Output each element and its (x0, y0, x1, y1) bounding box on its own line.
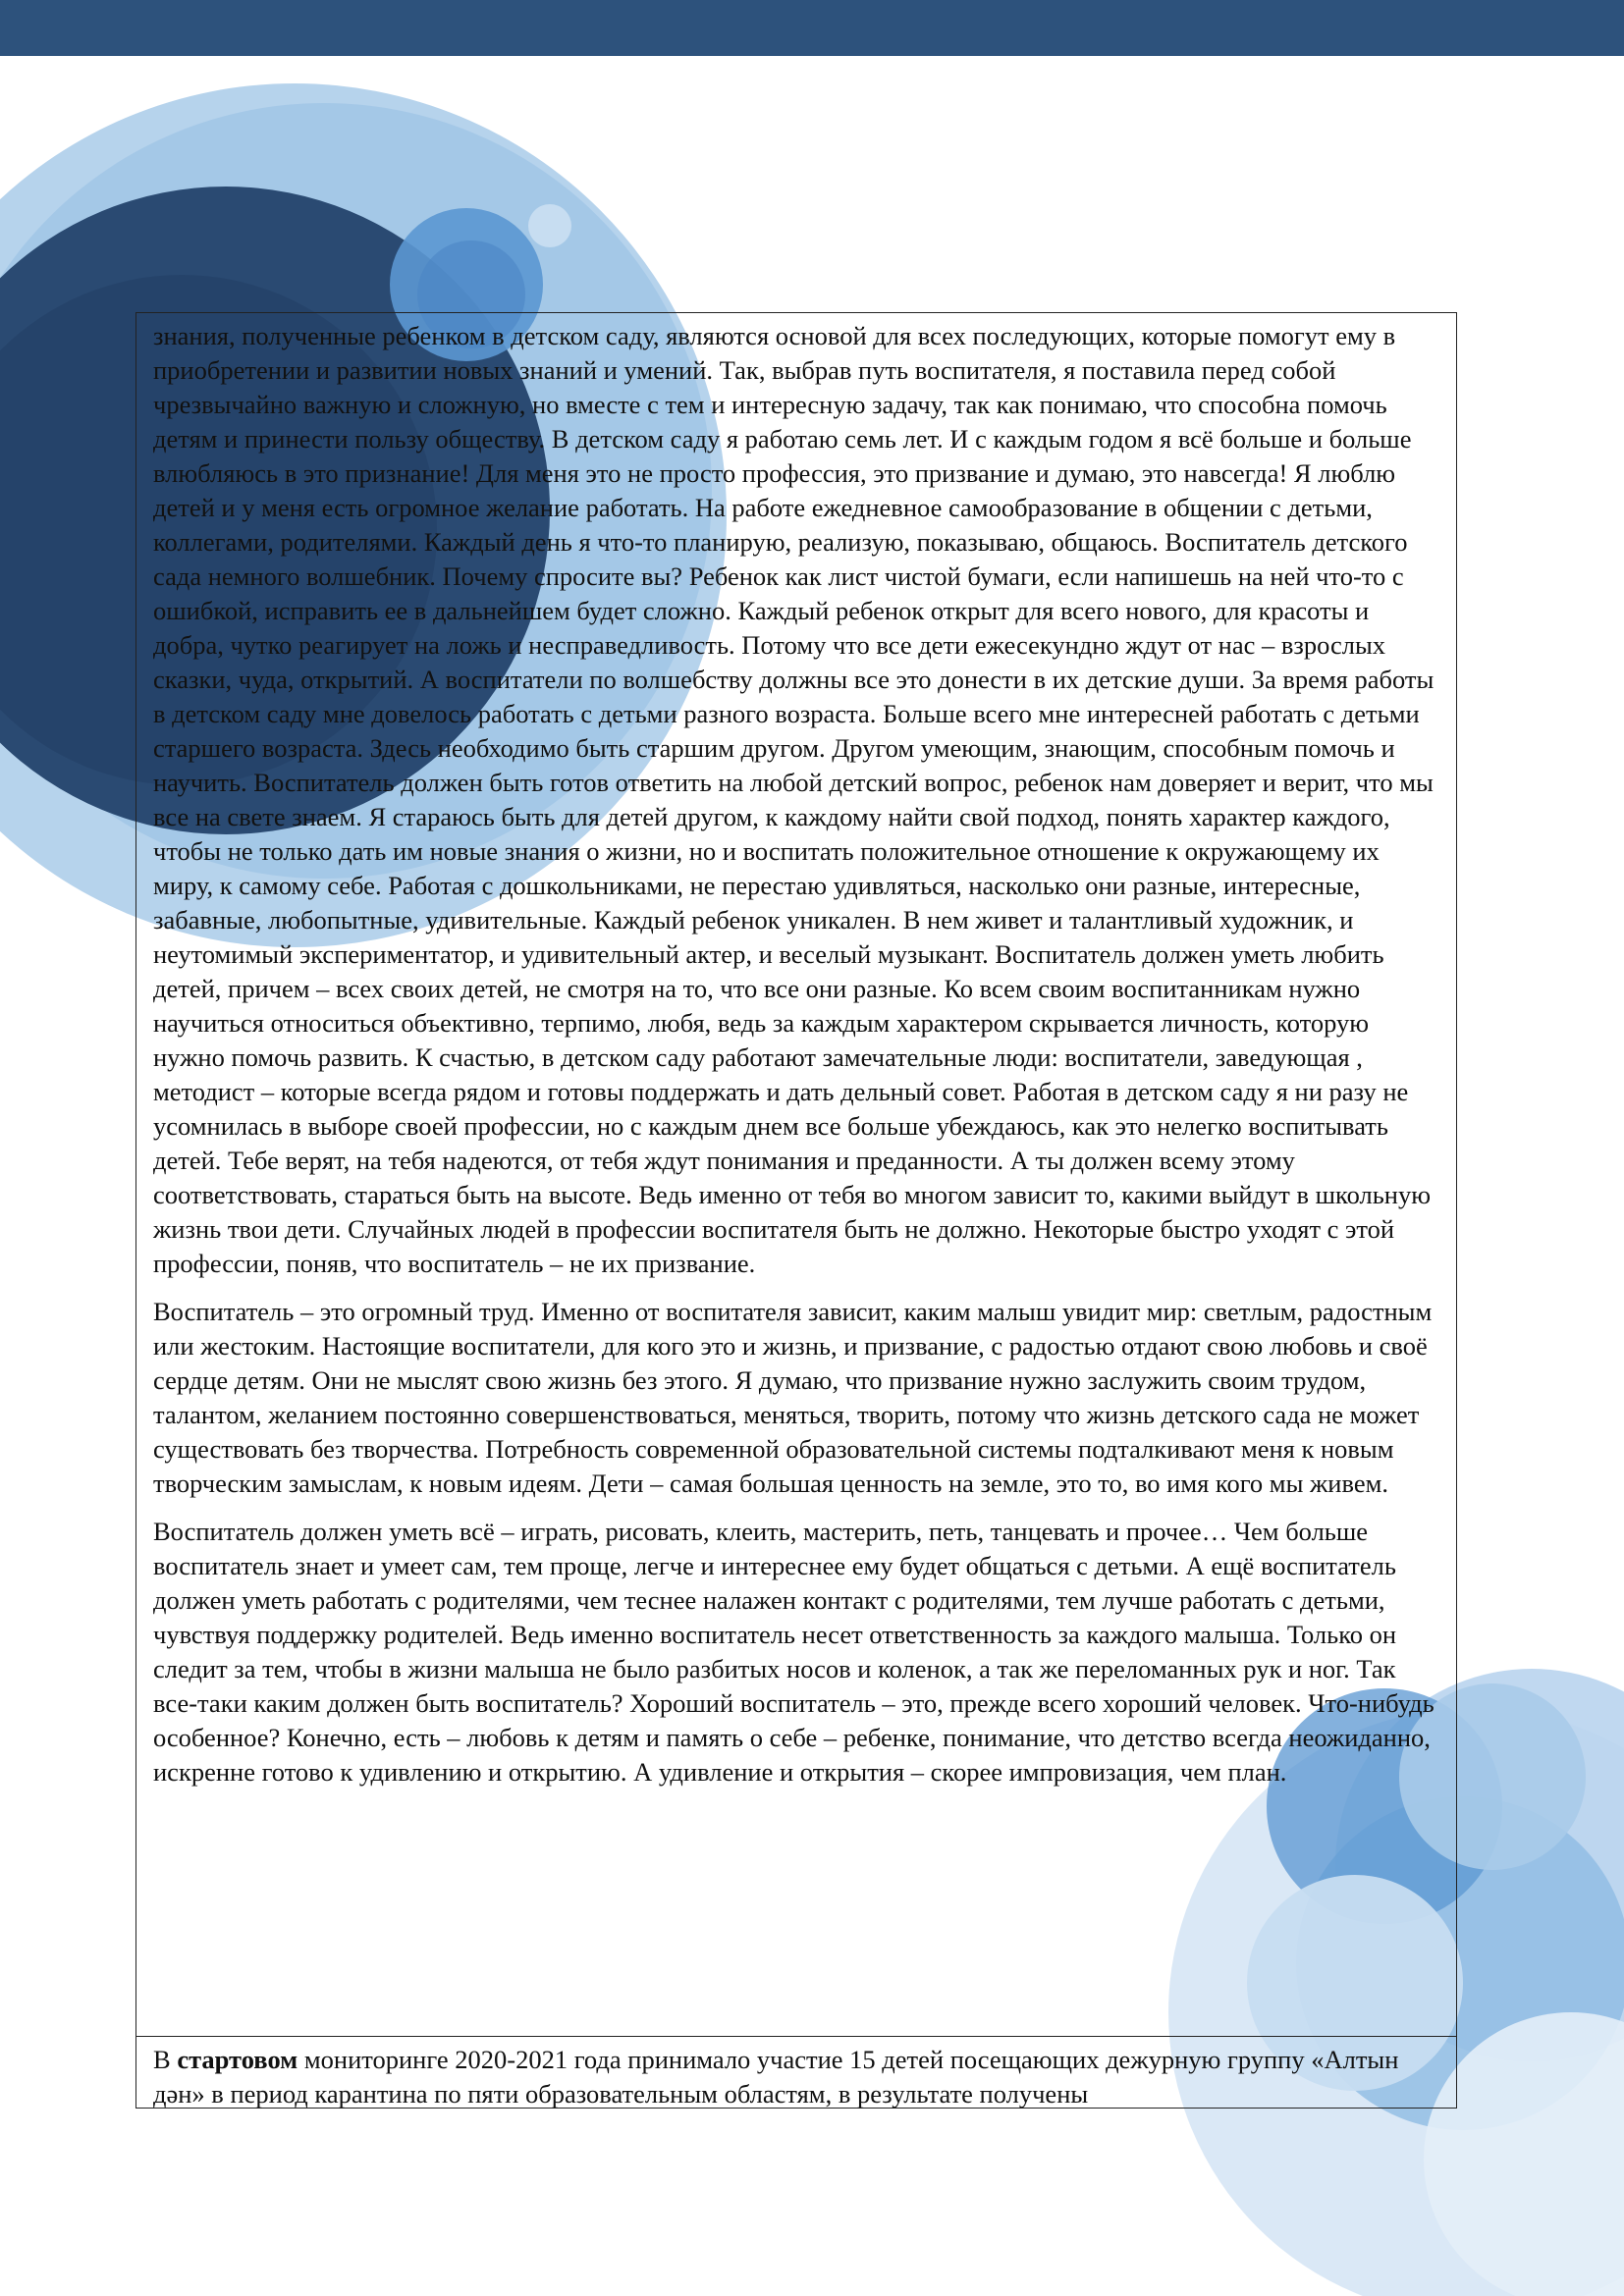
monitoring-bold-word: стартовом (177, 2045, 298, 2074)
content-table (135, 312, 1457, 2109)
essay-paragraph-3: Воспитатель должен уметь всё – играть, рисовать, клеить, мастерить, петь, танцевать и прочее… Чем больше воспитатель знает и умеет сам, тем проще, легче и интереснее ему будет общаться с детьми. А ещё воспитатель должен уметь работать с родителями, чем теснее налажен контакт с родителями, тем лучше работать с детьми, чувствуя поддержку родителей. Ведь именно воспитатель несет ответственность за каждого малыша. Только он следит за тем, чтобы в жизни малыша не было разбитых носов и коленок, а так же переломанных рук и ног. Так все-таки каким должен быть воспитатель? Хороший воспитатель – это, прежде всего хороший человек. Что-нибудь особенное? Конечно, есть – любовь к детям и память о себе – ребенке, понимание, что детство всегда неожиданно, искренне готово к удивлению и открытию. А удивление и открытия – скорее импровизация, чем план. (153, 1517, 1435, 1787)
essay-paragraph-1: знания, полученные ребенком в детском саду, являются основой для всех последующих, которые помогут ему в приобретении и развитии новых знаний и умений. Так, выбрав путь воспитателя, я поставила перед собой чрезвычайно важную и сложную, но вместе с тем и интересную задачу, так как понимаю, что способна помочь детям и принести пользу обществу. В детском саду я работаю семь лет. И с каждым годом я всё больше и больше влюбляюсь в это признание! Для меня это не просто профессия, это призвание и думаю, это навсегда! Я люблю детей и у меня есть огромное желание работать. На работе ежедневное самообразование в общении с детьми, коллегами, родителями. Каждый день я что-то планирую, реализую, показываю, общаюсь. Воспитатель детского сада немного волшебник. Почему спросите вы? Ребенок как лист чистой бумаги, если напишешь на ней что-то с ошибкой, исправить ее в дальнейшем будет сложно. Каждый ребенок открыт для всего нового, для красоты и добра, чутко реагирует на ложь и несправедливость. Потому что все дети ежесекундно ждут от нас – взрослых сказки, чуда, открытий. А воспитатели по волшебству должны все это донести в их детские души. За время работы в детском саду мне довелось работать с детьми разного возраста. Больше всего мне интересней работать с детьми старшего возраста. Здесь необходимо быть старшим другом. Другом умеющим, знающим, способным помочь и научить. Воспитатель должен быть готов ответить на любой детский вопрос, ребенок нам доверяет и верит, что мы все на свете знаем. Я стараюсь быть для детей другом, к каждому найти свой подход, понять характер каждого, чтобы не только дать им новые знания о жизни, но и воспитать положительное отношение к окружающему их миру, к самому себе. Работая с дошкольниками, не перестаю удивляться, насколько они разные, интересные, забавные, любопытные, удивительные. Каждый ребенок уникален. В нем живет и талантливый художник, и неутомимый экспериментатор, и удивительный актер, и веселый музыкант. Воспитатель должен уметь любить детей, причем – всех своих детей, не смотря на то, что все они разные. Ко всем своим воспитанникам нужно научиться относиться объективно, терпимо, любя, ведь за каждым характером скрывается личность, которую нужно помочь развить. К счастью, в детском саду работают замечательные люди: воспитатели, заведующая , методист – которые всегда рядом и готовы поддержать и дать дельный совет. Работая в детском саду я ни разу не усомнилась в выборе своей профессии, но с каждым днем все больше убеждаюсь, как это нелегко воспитывать детей. Тебе верят, на тебя надеются, от тебя ждут понимания и преданности. А ты должен всему этому соответствовать, стараться быть на высоте. Ведь именно от тебя во многом зависит то, какими выйдут в школьную жизнь твои дети. Случайных людей в профессии воспитателя быть не должно. Некоторые быстро уходят с этой профессии, поняв, что воспитатель – не их призвание. (153, 321, 1435, 1278)
essay-paragraph-2: Воспитатель – это огромный труд. Именно от воспитателя зависит, каким малыш увидит мир: светлым, радостным или жестоким. Настоящие воспитатели, для кого это и жизнь, и призвание, с радостью отдают свою любовь и своё сердце детям. Они не мыслят свою жизнь без этого. Я думаю, что призвание нужно заслужить своим трудом, талантом, желанием постоянно совершенствоваться, меняться, творить, потому что жизнь детского сада не может существовать без творчества. Потребность современной образовательной системы подталкивают меня к новым творческим замыслам, к новым идеям. Дети – самая большая ценность на земле, это то, во имя кого мы живем. (153, 1297, 1433, 1498)
monitoring-cell (136, 2036, 1456, 2108)
monitoring-paragraph (153, 2043, 1444, 2111)
essay-cell (136, 313, 1456, 2036)
monitoring-prefix: В (153, 2045, 178, 2074)
monitoring-text: мониторинге 2020-2021 года принимало участие 15 детей посещающих дежурную группу «Алтын дән» в период карантина по пяти образовательным областям, в результате получены (153, 2045, 1399, 2109)
